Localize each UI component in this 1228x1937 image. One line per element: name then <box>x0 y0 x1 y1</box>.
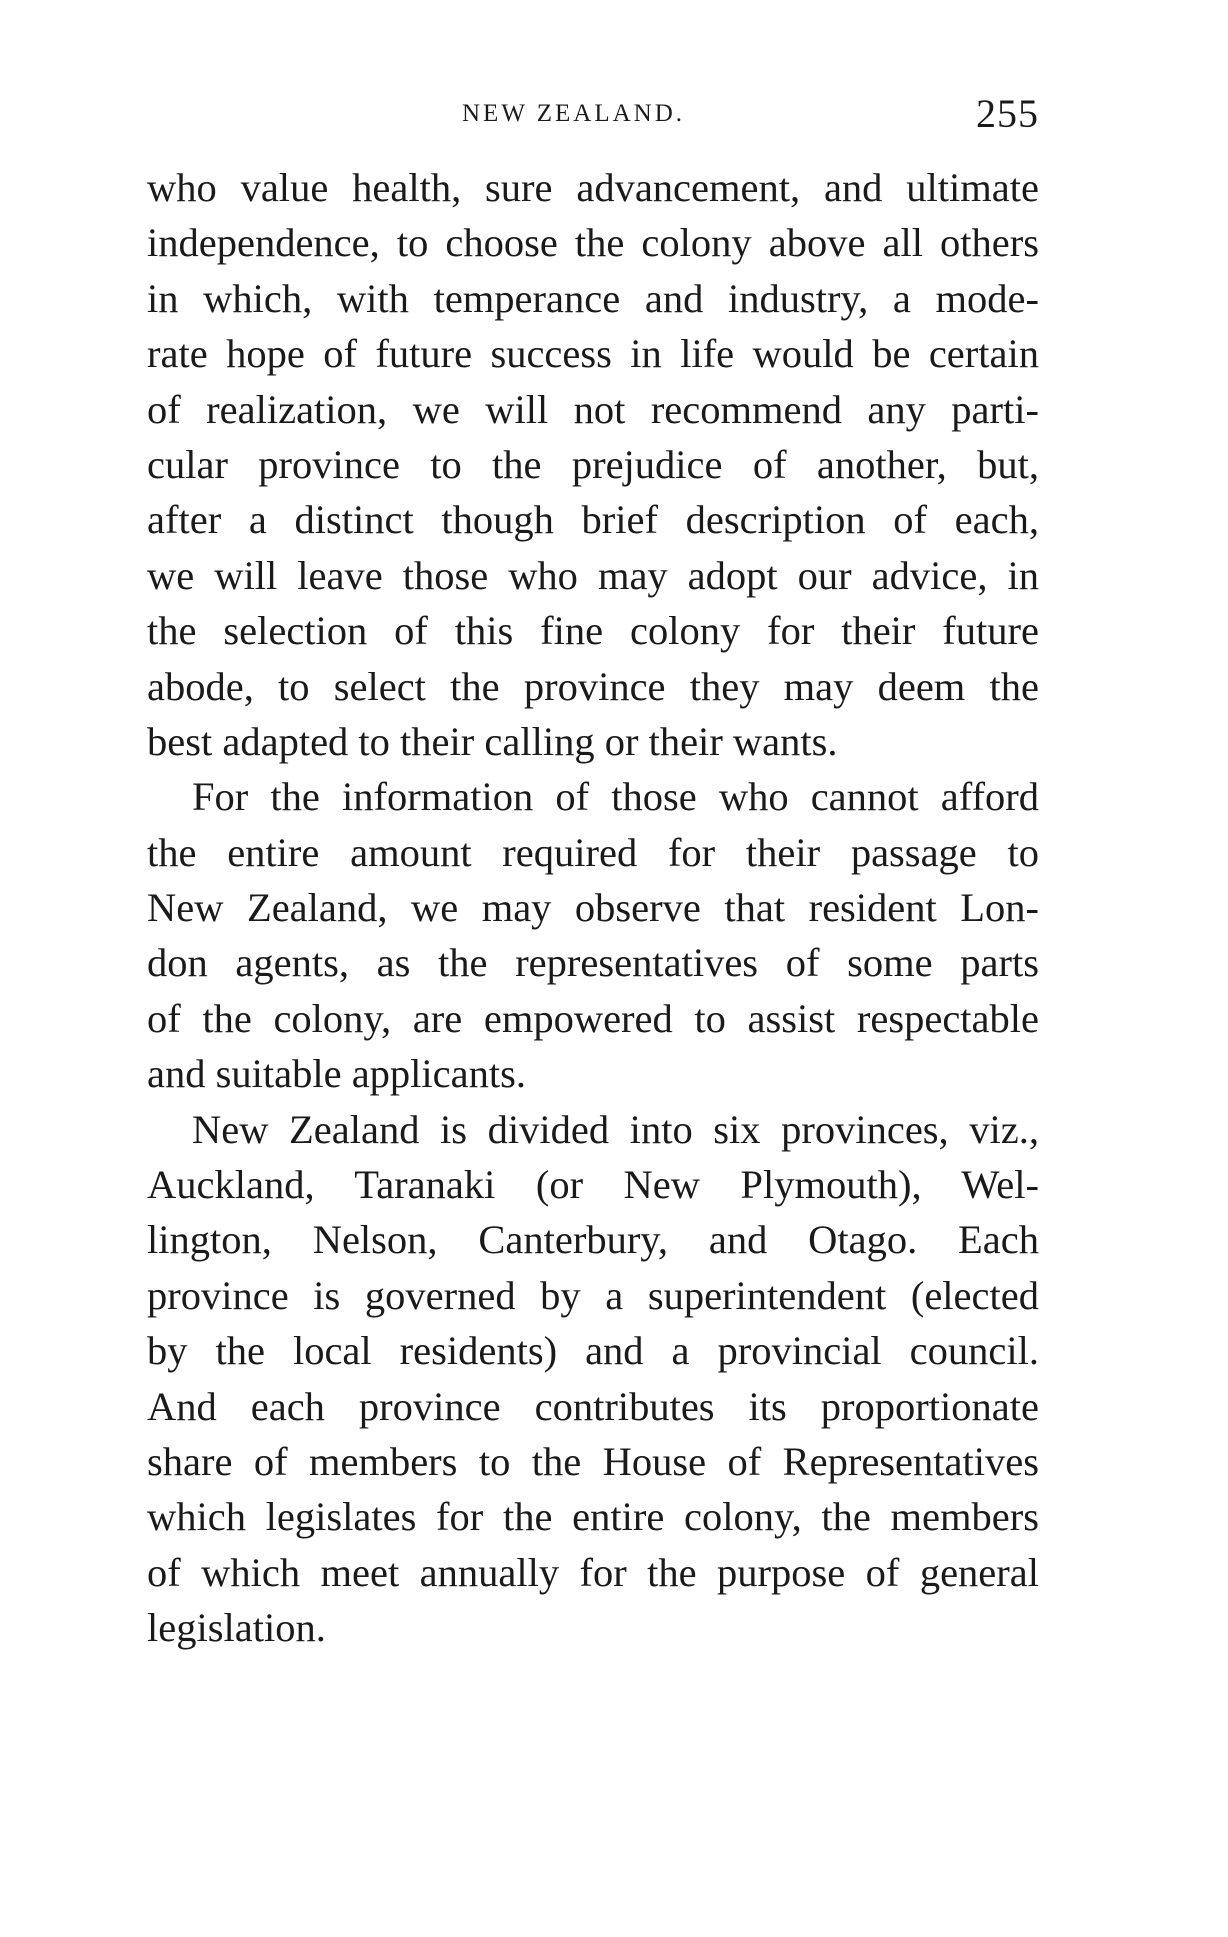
text-line: by the local residents) and a provincial council. <box>147 1328 1039 1374</box>
text-line: New Zealand is divided into six provinces, viz., <box>192 1106 1039 1152</box>
text-line: And each province contributes its proportionate <box>147 1383 1039 1429</box>
text-line: lington, Nelson, Canterbury, and Otago. Each <box>147 1217 1039 1263</box>
paragraph-1 <box>147 160 1039 769</box>
text-line: who value health, sure advancement, and ultimate <box>147 165 1039 210</box>
text-line: after a distinct though brief description of each, <box>147 497 1039 543</box>
text-line: Auckland, Taranaki (or New Plymouth), Wel- <box>147 1162 1039 1208</box>
text-line: the selection of this fine colony for their future <box>147 608 1039 654</box>
paragraph-3 <box>147 1102 1039 1656</box>
text-line: province is governed by a superintendent (elected <box>147 1272 1039 1318</box>
text-line: rate hope of future success in life would be certain <box>147 331 1039 377</box>
text-line: New Zealand, we may observe that resident Lon- <box>147 885 1039 931</box>
text-line: independence, to choose the colony above all others <box>147 220 1039 266</box>
text-line: of realization, we will not recommend any parti- <box>147 386 1039 432</box>
text-line: we will leave those who may adopt our advice, in <box>147 552 1039 598</box>
running-title: NEW ZEALAND. <box>462 100 685 127</box>
body-text <box>147 160 1039 1656</box>
text-line: share of members to the House of Representatives <box>147 1438 1039 1484</box>
text-line: of the colony, are empowered to assist respectable <box>147 995 1039 1041</box>
running-head <box>147 92 1039 142</box>
text-line: For the information of those who cannot afford <box>192 774 1039 820</box>
text-line: don agents, as the representatives of some parts <box>147 940 1039 986</box>
paragraph-2 <box>147 769 1039 1101</box>
text-line: cular province to the prejudice of another, but, <box>147 441 1039 487</box>
text-line: in which, with temperance and industry, a mode- <box>147 275 1039 321</box>
text-line: abode, to select the province they may deem the <box>147 663 1039 709</box>
text-line: which legislates for the entire colony, the members <box>147 1494 1039 1540</box>
text-line: and suitable applicants. <box>147 1051 527 1097</box>
text-line: best adapted to their calling or their wants. <box>147 718 838 764</box>
page-number: 255 <box>976 91 1039 136</box>
text-line: of which meet annually for the purpose of general <box>147 1549 1039 1595</box>
text-line: the entire amount required for their passage to <box>147 829 1039 875</box>
text-line: legislation. <box>147 1605 326 1651</box>
